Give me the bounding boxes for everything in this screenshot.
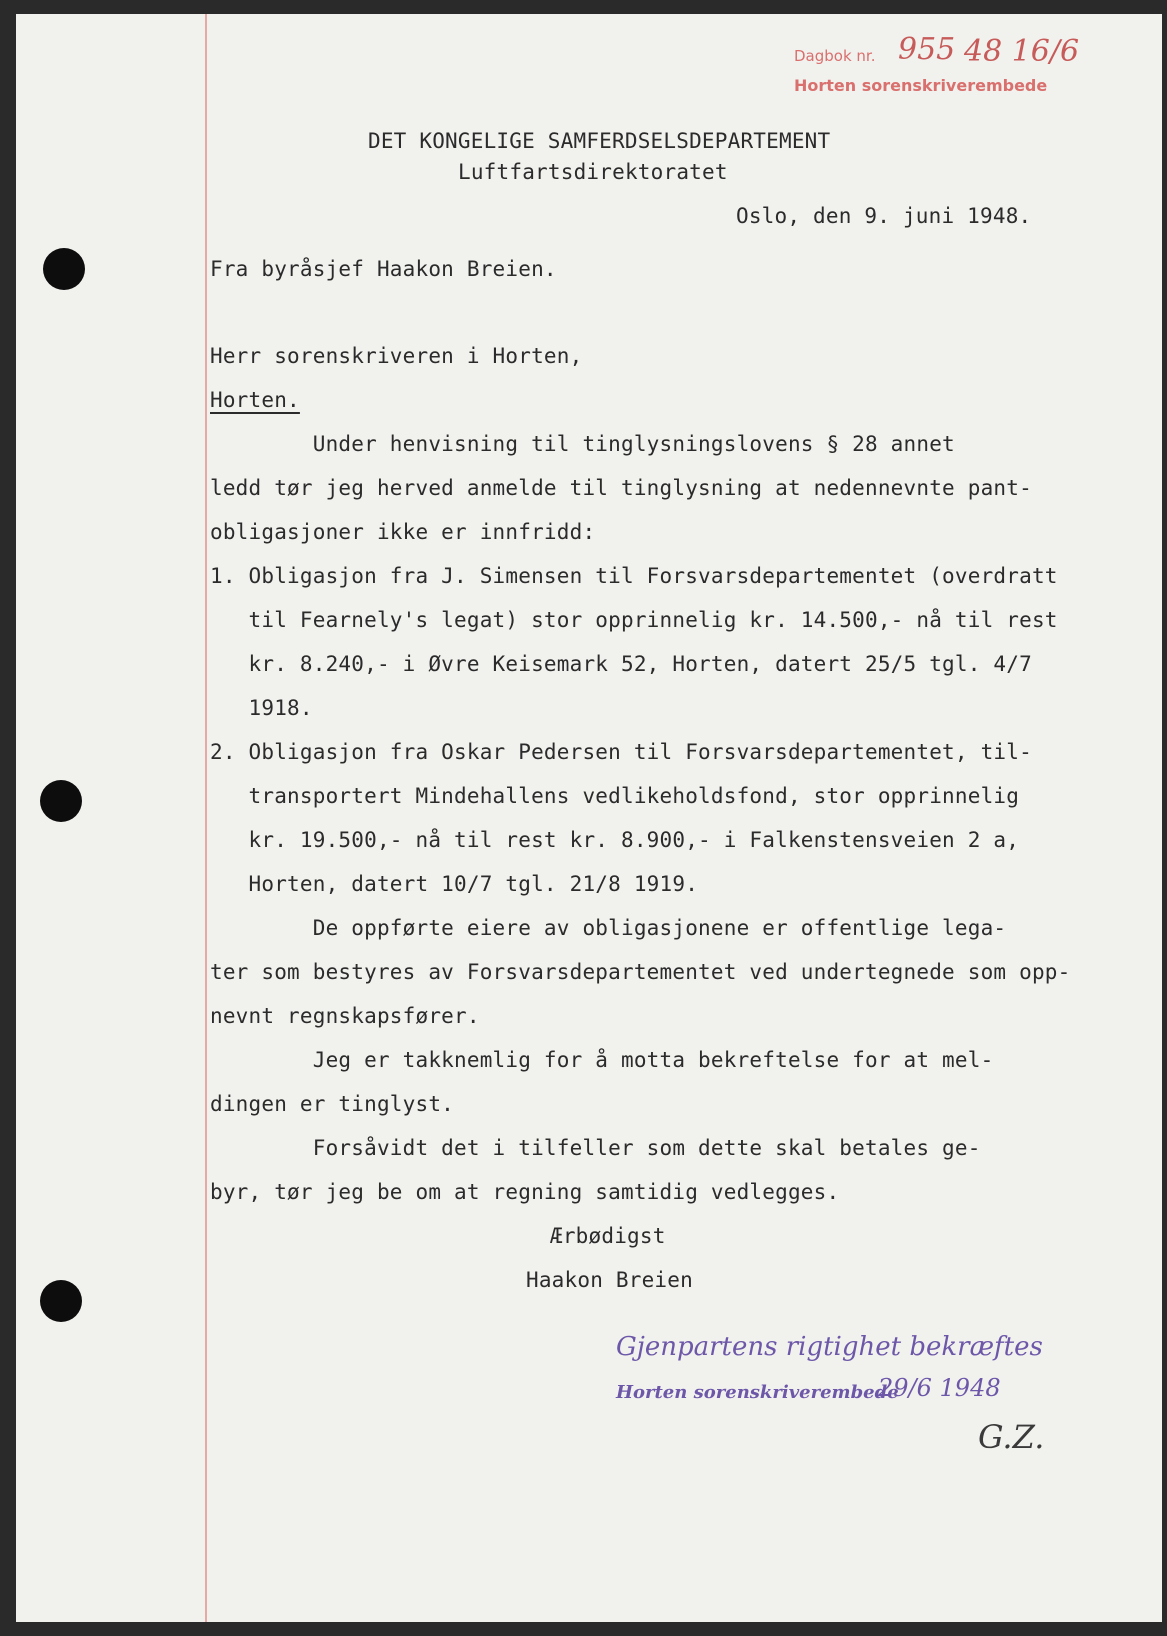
obligation-item-2: kr. 19.500,- nå til rest kr. 8.900,- i Falkenstensveien 2 a, <box>210 828 1020 852</box>
recipient-city: Horten. <box>210 388 300 412</box>
dagbok-date: 48 16/6 <box>964 34 1080 69</box>
certification-office: Horten sorenskriverembede <box>616 1382 899 1403</box>
closing-salutation: Ærbødigst <box>550 1224 666 1248</box>
punch-hole <box>40 1280 82 1322</box>
certification-date: 29/6 1948 <box>878 1374 1001 1402</box>
dagbok-number: 955 <box>898 32 956 67</box>
body-line: byr, tør jeg be om at regning samtidig vedlegges. <box>210 1180 840 1204</box>
margin-rule <box>205 14 207 1622</box>
obligation-item-2: 2. Obligasjon fra Oskar Pedersen til Forsvarsdepartementet, til- <box>210 740 1032 764</box>
document-page <box>16 14 1162 1622</box>
body-line: Forsåvidt det i tilfeller som dette skal betales ge- <box>210 1136 981 1160</box>
obligation-item-2: transportert Mindehallens vedlikeholdsfond, stor opprinnelig <box>210 784 1020 808</box>
obligation-item-1: kr. 8.240,- i Øvre Keisemark 52, Horten, datert 25/5 tgl. 4/7 <box>210 652 1032 676</box>
body-line: dingen er tinglyst. <box>210 1092 455 1116</box>
body-line: nevnt regnskapsfører. <box>210 1004 480 1028</box>
punch-hole <box>40 780 82 822</box>
closing-name: Haakon Breien <box>526 1268 693 1292</box>
obligation-item-1: 1918. <box>210 696 313 720</box>
obligation-item-1: 1. Obligasjon fra J. Simensen til Forsvarsdepartementet (overdratt <box>210 564 1058 588</box>
department-heading: DET KONGELIGE SAMFERDSELSDEPARTEMENT <box>368 129 831 153</box>
sender-line: Fra byråsjef Haakon Breien. <box>210 257 557 281</box>
recipient-line: Herr sorenskriveren i Horten, <box>210 344 583 368</box>
punch-hole <box>43 248 85 290</box>
handwritten-initials: G.Z. <box>978 1418 1045 1456</box>
body-line: obligasjoner ikke er innfridd: <box>210 520 596 544</box>
body-line: Under henvisning til tinglysningslovens § 28 annet <box>210 432 955 456</box>
certification-stamp: Gjenpartens rigtighet bekræftes <box>616 1332 1043 1362</box>
obligation-item-2: Horten, datert 10/7 tgl. 21/8 1919. <box>210 872 699 896</box>
obligation-item-1: til Fearnely's legat) stor opprinnelig kr. 14.500,- nå til rest <box>210 608 1058 632</box>
body-line: Jeg er takknemlig for å motta bekreftelse for at mel- <box>210 1048 994 1072</box>
directorate-heading: Luftfartsdirektoratet <box>458 160 728 184</box>
body-line: De oppførte eiere av obligasjonene er offentlige lega- <box>210 916 1007 940</box>
body-line: ter som bestyres av Forsvarsdepartementet ved undertegnede som opp- <box>210 960 1071 984</box>
registry-office-stamp: Horten sorenskriverembede <box>794 76 1048 95</box>
date-line: Oslo, den 9. juni 1948. <box>736 204 1032 228</box>
body-line: ledd tør jeg herved anmelde til tinglysning at nedennevnte pant- <box>210 476 1032 500</box>
dagbok-label: Dagbok nr. <box>794 47 876 65</box>
